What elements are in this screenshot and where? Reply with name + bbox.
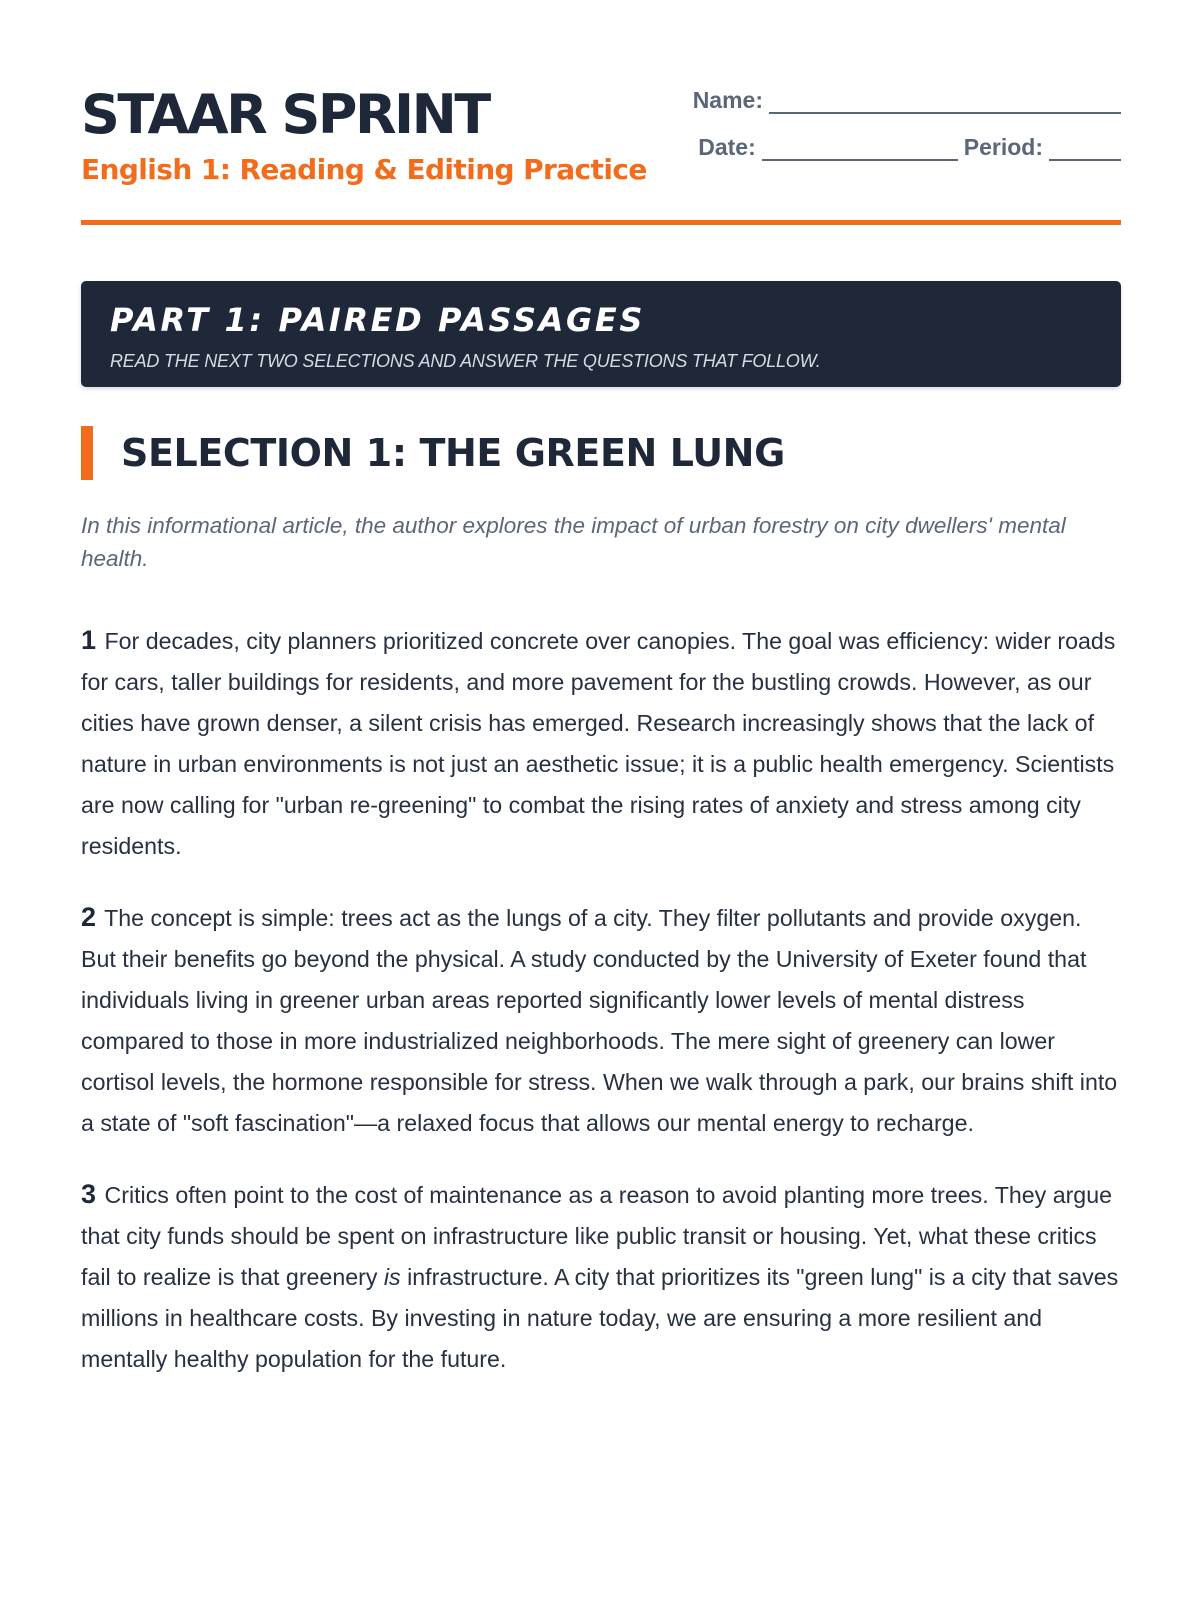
- paragraph-emphasis: is: [383, 1264, 401, 1290]
- selection-title: SELECTION 1: THE GREEN LUNG: [121, 431, 785, 475]
- period-blank[interactable]: [1049, 135, 1121, 161]
- paragraph-text: For decades, city planners prioritized concrete over canopies. The goal was efficiency: wider roads for cars, taller buildings for residents, and more pavement for the bustling crowds. However, as our cities have grown denser, a silent crisis has emerged. Research increasingly shows that the lack of nature in urban environments is not just an aesthetic issue; it is a public health emergency. Scientists are now calling for "urban re-greening" to combat the rising rates of anxiety and stress among city residents.: [81, 628, 1116, 859]
- paragraph-2: [81, 897, 1121, 1144]
- paragraph-text-after: infrastructure. A city that prioritizes its "green lung" is a city that saves millions in healthcare costs. By investing in nature today, we are ensuring a more resilient and mentally healthy population for the future.: [81, 1264, 1119, 1372]
- selection-intro: In this informational article, the author explores the impact of urban forestry on city dwellers' mental health.: [81, 513, 1066, 571]
- passage-body: [81, 620, 1121, 1410]
- student-info-fields: [681, 80, 1121, 174]
- period-label: Period:: [963, 134, 1043, 160]
- name-row: [681, 80, 1121, 114]
- paragraph-number: 3: [81, 1179, 97, 1209]
- part-banner: [81, 281, 1121, 387]
- paragraph-text-before: Critics often point to the cost of maintenance as a reason to avoid planting more trees. They argue that city funds should be spent on infrastructure like public transit or housing. Yet, what these critics fail to realize is that greenery: [81, 1182, 1112, 1290]
- paragraph-3: [81, 1174, 1121, 1380]
- selection-accent-bar: [81, 426, 93, 480]
- paragraph-number: 1: [81, 625, 97, 655]
- brand-subtitle: English 1: Reading & Editing Practice: [81, 153, 647, 186]
- part-instructions: READ THE NEXT TWO SELECTIONS AND ANSWER THE QUESTIONS THAT FOLLOW.: [110, 351, 821, 371]
- paragraph-1: [81, 620, 1121, 867]
- paragraph-number: 2: [81, 902, 97, 932]
- header-divider: [81, 220, 1121, 225]
- paragraph-text: The concept is simple: trees act as the lungs of a city. They filter pollutants and provide oxygen. But their benefits go beyond the physical. A study conducted by the University of Exeter found that individuals living in greener urban areas reported significantly lower levels of mental distress compared to those in more industrialized neighborhoods. The mere sight of greenery can lower cortisol levels, the hormone responsible for stress. When we walk through a park, our brains shift into a state of "soft fascination"—a relaxed focus that allows our mental energy to recharge.: [81, 905, 1118, 1136]
- date-label: Date:: [698, 134, 756, 160]
- date-period-row: [681, 127, 1121, 161]
- name-blank[interactable]: [769, 88, 1121, 114]
- name-label: Name:: [692, 87, 763, 113]
- brand-title: STAAR SPRINT: [81, 83, 489, 146]
- part-title: PART 1: PAIRED PASSAGES: [110, 301, 646, 339]
- selection-heading: [81, 426, 1121, 480]
- date-blank[interactable]: [762, 135, 958, 161]
